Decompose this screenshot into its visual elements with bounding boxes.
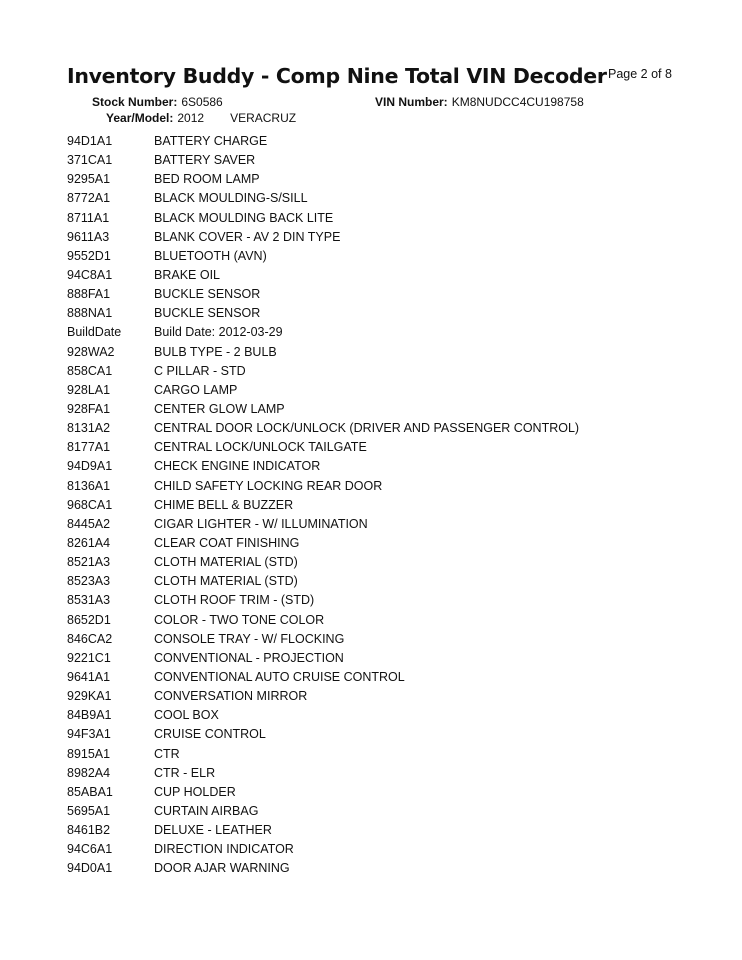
- list-item: [67, 247, 579, 266]
- option-description: CHIME BELL & BUZZER: [154, 497, 294, 512]
- list-item: [67, 764, 579, 783]
- option-description: DELUXE - LEATHER: [154, 823, 272, 838]
- list-item: [67, 534, 579, 553]
- year-model-label: Year/Model:: [106, 111, 174, 125]
- option-description: CHECK ENGINE INDICATOR: [154, 459, 321, 474]
- option-description: CONVERSATION MIRROR: [154, 689, 308, 704]
- list-item: [67, 496, 579, 515]
- option-code: 9611A3: [67, 229, 110, 244]
- option-code: 929KA1: [67, 689, 112, 704]
- option-description: CTR - ELR: [154, 765, 216, 780]
- list-item: [67, 821, 579, 840]
- option-code: 928FA1: [67, 401, 111, 416]
- option-description: CONVENTIONAL - PROJECTION: [154, 650, 344, 665]
- list-item: [67, 859, 579, 878]
- option-description: BULB TYPE - 2 BULB: [154, 344, 277, 359]
- option-description: COOL BOX: [154, 708, 219, 723]
- option-code: 846CA2: [67, 631, 113, 646]
- vin-number-value: KM8NUDCC4CU198758: [451, 95, 584, 109]
- list-item: [67, 649, 579, 668]
- list-item: [67, 189, 579, 208]
- option-code: 5695A1: [67, 803, 111, 818]
- option-code: 94F3A1: [67, 727, 111, 742]
- option-description: BLACK MOULDING BACK LITE: [154, 210, 334, 225]
- option-code: 94D1A1: [67, 134, 113, 148]
- year-model: [106, 111, 296, 125]
- option-code: 8461B2: [67, 823, 111, 838]
- list-item: [67, 687, 579, 706]
- option-description: Build Date: 2012-03-29: [154, 325, 283, 340]
- list-item: [67, 802, 579, 821]
- option-description: CONVENTIONAL AUTO CRUISE CONTROL: [154, 669, 405, 684]
- option-description: BLANK COVER - AV 2 DIN TYPE: [154, 229, 341, 244]
- option-code: 85ABA1: [67, 784, 113, 799]
- list-item: [67, 706, 579, 725]
- option-code: 94D9A1: [67, 459, 113, 474]
- option-code: 8445A2: [67, 516, 111, 531]
- list-item: [67, 151, 579, 170]
- option-description: CENTRAL LOCK/UNLOCK TAILGATE: [154, 440, 367, 455]
- list-item: [67, 572, 579, 591]
- option-code: 8261A4: [67, 535, 111, 550]
- option-description: CENTER GLOW LAMP: [154, 401, 285, 416]
- option-description: BLUETOOTH (AVN): [154, 248, 267, 263]
- list-item: [67, 285, 579, 304]
- option-description: CURTAIN AIRBAG: [154, 803, 259, 818]
- option-code: 8131A2: [67, 421, 111, 436]
- option-code: 9295A1: [67, 172, 111, 187]
- option-description: CHILD SAFETY LOCKING REAR DOOR: [154, 478, 383, 493]
- option-code: 8772A1: [67, 191, 111, 206]
- list-item: [67, 381, 579, 400]
- list-item: [67, 783, 579, 802]
- option-code: 8177A1: [67, 440, 111, 455]
- option-code: 928WA2: [67, 344, 115, 359]
- stock-number: [92, 95, 223, 109]
- option-code: 9641A1: [67, 669, 111, 684]
- option-description: CLOTH MATERIAL (STD): [154, 574, 298, 589]
- option-description: CIGAR LIGHTER - W/ ILLUMINATION: [154, 516, 368, 531]
- vin-number-label: VIN Number:: [375, 95, 448, 109]
- option-code: 928LA1: [67, 382, 111, 397]
- option-code: 8982A4: [67, 765, 111, 780]
- list-item: [67, 438, 579, 457]
- option-code: 8652D1: [67, 612, 111, 627]
- list-item: [67, 362, 579, 381]
- list-item: [67, 209, 579, 228]
- option-description: CLEAR COAT FINISHING: [154, 535, 300, 550]
- option-code-list: [67, 132, 579, 878]
- option-description: BLACK MOULDING-S/SILL: [154, 191, 308, 206]
- option-description: CTR: [154, 746, 180, 761]
- list-item: [67, 457, 579, 476]
- list-item: [67, 745, 579, 764]
- option-code: 8136A1: [67, 478, 111, 493]
- list-item: [67, 228, 579, 247]
- option-description: COLOR - TWO TONE COLOR: [154, 612, 325, 627]
- model-value: VERACRUZ: [230, 111, 297, 125]
- list-item: [67, 132, 579, 151]
- page-number: Page 2 of 8: [608, 67, 672, 81]
- option-description: CRUISE CONTROL: [154, 727, 266, 742]
- option-description: DIRECTION INDICATOR: [154, 842, 294, 857]
- option-code: 8521A3: [67, 555, 111, 570]
- option-description: BED ROOM LAMP: [154, 172, 260, 187]
- list-item: [67, 840, 579, 859]
- list-item: [67, 515, 579, 534]
- option-description: CLOTH MATERIAL (STD): [154, 555, 298, 570]
- option-description: BUCKLE SENSOR: [154, 306, 261, 321]
- list-item: [67, 553, 579, 572]
- option-description: C PILLAR - STD: [154, 363, 246, 378]
- list-item: [67, 725, 579, 744]
- option-description: CONSOLE TRAY - W/ FLOCKING: [154, 631, 345, 646]
- year-value: 2012: [177, 111, 205, 125]
- option-code: 9552D1: [67, 248, 111, 263]
- option-code: 9221C1: [67, 650, 111, 665]
- list-item: [67, 668, 579, 687]
- list-item: [67, 630, 579, 649]
- option-code: BuildDate: [67, 325, 122, 340]
- list-item: [67, 266, 579, 285]
- option-description: BATTERY SAVER: [154, 153, 256, 168]
- option-code: 8523A3: [67, 574, 111, 589]
- list-item: [67, 591, 579, 610]
- stock-number-value: 6S0586: [181, 95, 223, 109]
- option-code: 371CA1: [67, 153, 113, 168]
- option-description: CLOTH ROOF TRIM - (STD): [154, 593, 315, 608]
- document-title: Inventory Buddy - Comp Nine Total VIN Decoder: [67, 64, 607, 88]
- list-item: [67, 323, 579, 342]
- list-item: [67, 400, 579, 419]
- option-description: CENTRAL DOOR LOCK/UNLOCK (DRIVER AND PASSENGER CONTROL): [154, 421, 580, 436]
- option-description: CUP HOLDER: [154, 784, 236, 799]
- option-code: 84B9A1: [67, 708, 112, 723]
- option-code: 94D0A1: [67, 861, 113, 876]
- option-description: BATTERY CHARGE: [154, 134, 268, 148]
- option-code: 8531A3: [67, 593, 111, 608]
- option-code: 888FA1: [67, 287, 111, 302]
- option-description: BUCKLE SENSOR: [154, 287, 261, 302]
- option-code: 8711A1: [67, 210, 110, 225]
- list-item: [67, 611, 579, 630]
- option-code: 858CA1: [67, 363, 113, 378]
- option-code: 94C6A1: [67, 842, 113, 857]
- option-code: 94C8A1: [67, 267, 113, 282]
- list-item: [67, 419, 579, 438]
- option-description: CARGO LAMP: [154, 382, 238, 397]
- option-code: 888NA1: [67, 306, 113, 321]
- stock-number-label: Stock Number:: [92, 95, 178, 109]
- list-item: [67, 170, 579, 189]
- list-item: [67, 477, 579, 496]
- vin-number: [375, 95, 584, 109]
- option-description: BRAKE OIL: [154, 267, 220, 282]
- list-item: [67, 304, 579, 323]
- list-item: [67, 343, 579, 362]
- option-code: 968CA1: [67, 497, 113, 512]
- option-description: DOOR AJAR WARNING: [154, 861, 290, 876]
- option-code: 8915A1: [67, 746, 111, 761]
